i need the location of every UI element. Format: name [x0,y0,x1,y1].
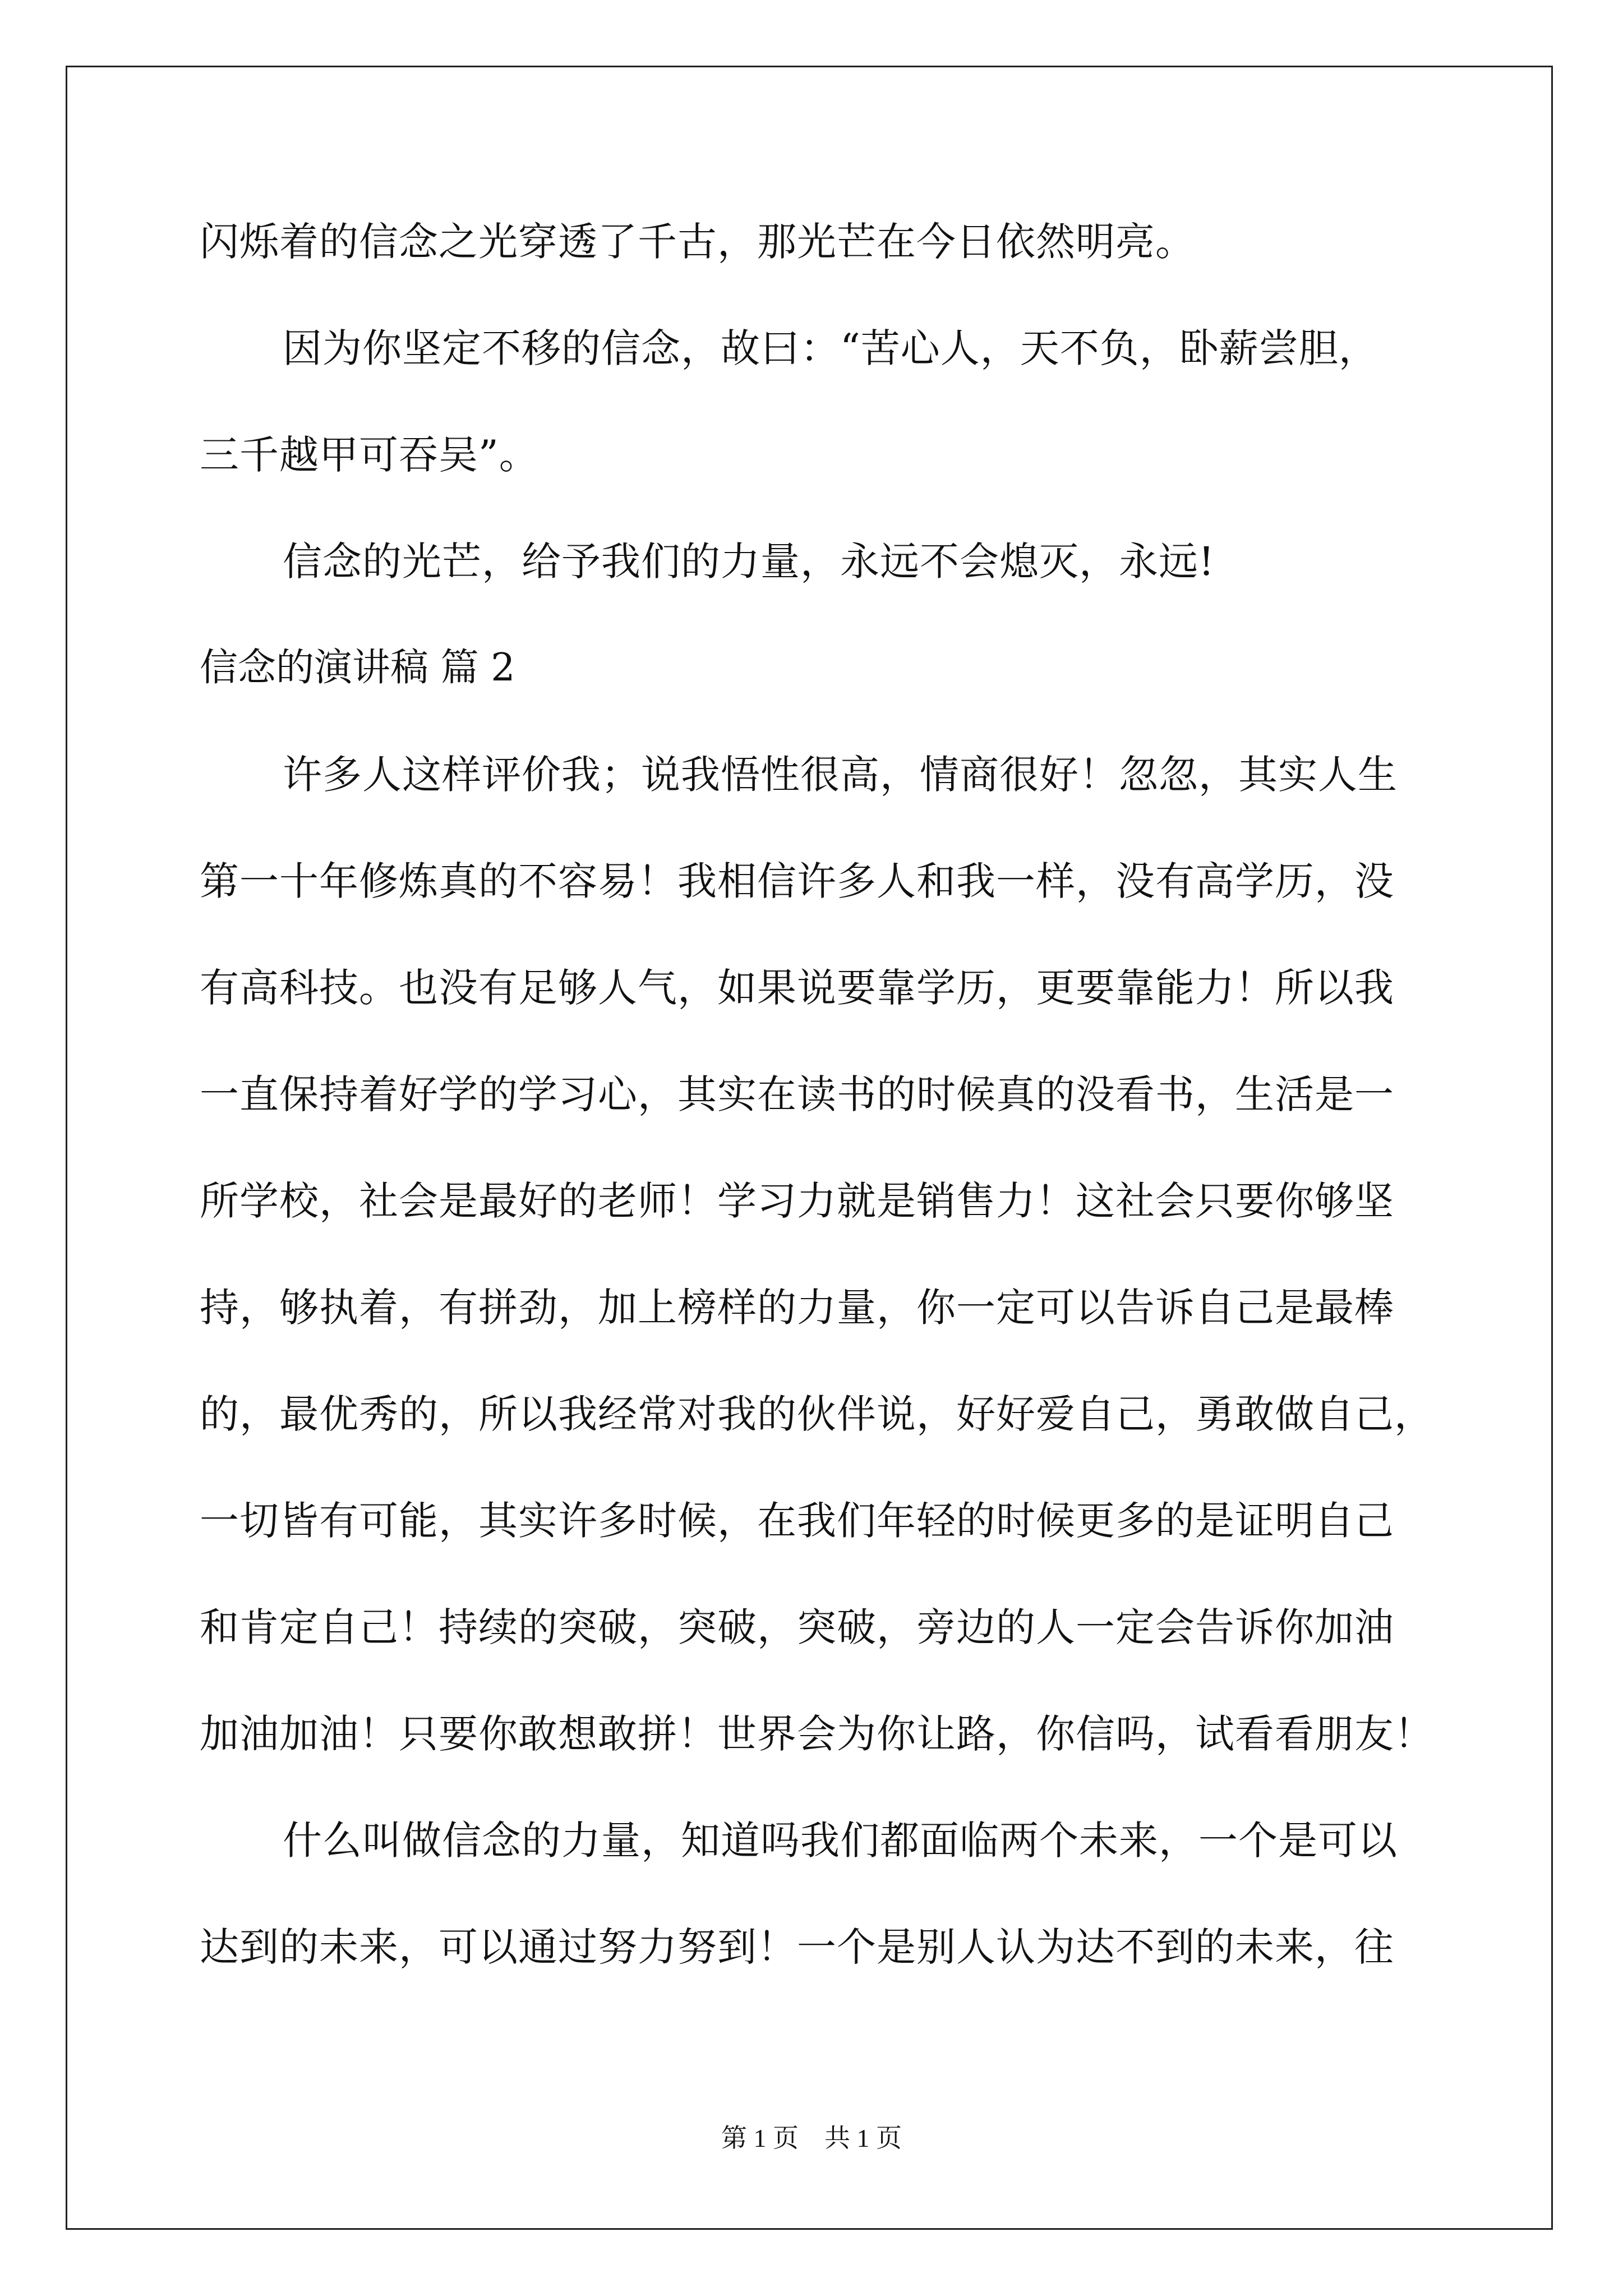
paragraph-line: 持，够执着，有拼劲，加上榜样的力量，你一定可以告诉自己是最棒 [200,1285,1394,1331]
paragraph-line: 三千越甲可吞吴”。 [200,432,539,478]
paragraph-line: 有高科技。也没有足够人气，如果说要靠学历，更要靠能力！所以我 [200,965,1394,1011]
section-heading: 信念的演讲稿 篇 2 [200,646,515,690]
page-border [66,66,1553,2230]
paragraph-line: 和肯定自己！持续的突破，突破，突破，旁边的人一定会告诉你加油 [200,1604,1394,1650]
paragraph-line: 一直保持着好学的学习心，其实在读书的时候真的没看书，生活是一 [200,1071,1394,1117]
paragraph-line: 达到的未来，可以通过努力努到！一个是别人认为达不到的未来，往 [200,1924,1394,1970]
page-footer [0,2122,1623,2155]
paragraph-line: 加油加油！只要你敢想敢拼！世界会为你让路，你信吗，试看看朋友！ [200,1711,1434,1757]
page-total: 共 1 页 [824,2124,902,2152]
paragraph-line: 的，最优秀的，所以我经常对我的伙伴说，好好爱自己，勇敢做自己， [200,1391,1434,1437]
paragraph-line: 闪烁着的信念之光穿透了千古，那光芒在今日依然明亮。 [200,219,1195,265]
paragraph-line: 所学校，社会是最好的老师！学习力就是销售力！这社会只要你够坚 [200,1178,1394,1224]
paragraph-line: 因为你坚定不移的信念，故曰：“苦心人，天不负，卧薪尝胆， [283,325,1378,371]
page-number: 第 1 页 [721,2124,799,2152]
paragraph-line: 信念的光芒，给予我们的力量，永远不会熄灭，永远! [283,539,1215,585]
paragraph-line: 第一十年修炼真的不容易！我相信许多人和我一样，没有高学历，没 [200,858,1394,904]
paragraph-line: 什么叫做信念的力量，知道吗我们都面临两个未来，一个是可以 [283,1818,1398,1864]
paragraph-line: 许多人这样评价我；说我悟性很高，情商很好！忽忽，其实人生 [283,752,1398,798]
paragraph-line: 一切皆有可能，其实许多时候，在我们年轻的时候更多的是证明自己 [200,1498,1394,1544]
